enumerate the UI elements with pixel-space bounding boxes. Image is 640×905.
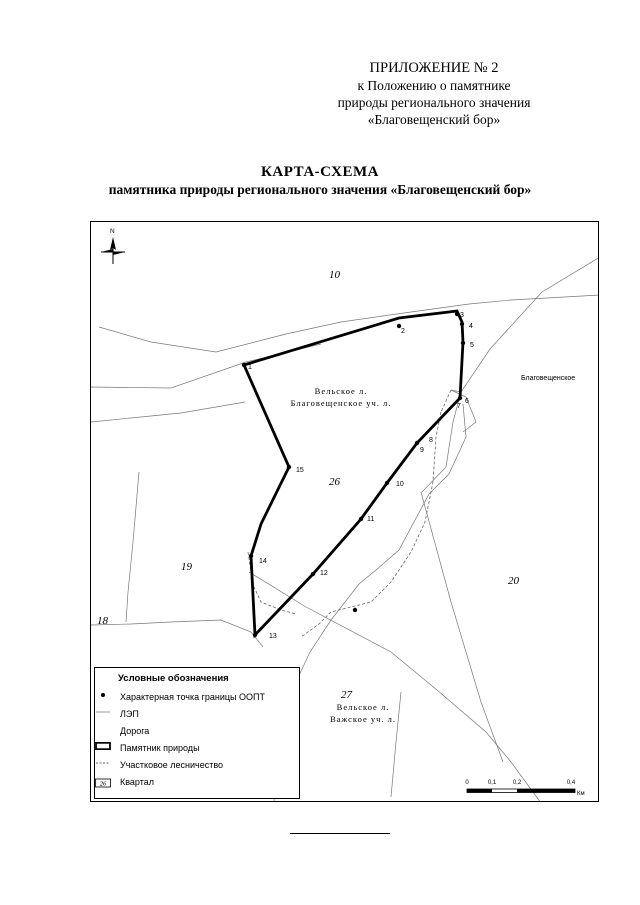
legend-label: Дорога: [120, 726, 150, 736]
map-subtitle: памятника природы регионального значения «Благовещенский бор»: [108, 182, 532, 197]
boundary-point: [253, 633, 257, 637]
boundary-point: [287, 465, 291, 469]
forestry-south-line-1: Вельское л.: [336, 702, 390, 712]
village-label: Благовещенское: [521, 375, 576, 382]
quarter-icon: [95, 778, 111, 788]
point-label: 10: [396, 481, 404, 488]
boundary-point: [455, 312, 459, 316]
boundary-point: [353, 608, 357, 612]
forestry-main-line-1: Вельское л.: [314, 386, 368, 396]
point-label: 2: [401, 328, 405, 335]
quarter-number: 18: [97, 615, 108, 627]
point-label: 7: [457, 403, 461, 410]
monument-icon: [95, 742, 111, 750]
point-label: 9: [420, 447, 424, 454]
map-title: КАРТА-СХЕМА: [261, 164, 379, 180]
forestry-district-boundary: [248, 390, 451, 637]
legend-item: [95, 759, 299, 773]
legend-title: Условные обозначения: [118, 673, 229, 684]
legend-item: [95, 708, 299, 722]
point-icon: [95, 691, 111, 699]
map-frame: [90, 221, 599, 802]
boundary-point: [249, 554, 253, 558]
point-label: 4: [469, 323, 473, 330]
point-label: 14: [259, 558, 267, 565]
appendix-line-1: к Положению о памятнике: [357, 78, 511, 93]
legend-item: [95, 776, 299, 790]
boundary-point: [460, 322, 464, 326]
appendix-block: [284, 60, 584, 128]
scale-tick: 0,4: [566, 780, 576, 786]
point-label: 1: [248, 364, 252, 371]
legend-item: [95, 691, 299, 705]
appendix-title: ПРИЛОЖЕНИЕ № 2: [369, 60, 499, 76]
point-label: 5: [470, 342, 474, 349]
appendix-line-3: «Благовещенский бор»: [367, 112, 501, 127]
quarter-number: 26: [329, 476, 340, 488]
scale-tick: 0,2: [512, 780, 522, 786]
legend: [94, 667, 300, 799]
point-label: 3: [460, 312, 464, 319]
north-arrow-icon: [101, 228, 125, 264]
footer-divider: [290, 833, 390, 834]
boundary-point: [359, 517, 363, 521]
appendix-line-2: природы регионального значения: [337, 95, 531, 110]
quarter-badge: 26: [99, 780, 107, 788]
forestry-main-line-2: Благовещенское уч. л.: [290, 398, 392, 408]
quarter-number: 27: [341, 689, 352, 701]
boundary-point: [385, 481, 389, 485]
scale-tick: 0: [465, 780, 469, 786]
quarter-number: 19: [181, 561, 192, 573]
point-label: 11: [367, 516, 375, 523]
boundary-point: [242, 363, 246, 367]
forestry-south-line-2: Важское уч. л.: [329, 714, 397, 724]
scale-unit: Км: [577, 791, 585, 797]
scale-tick: 0,1: [487, 780, 497, 786]
boundary-point: [461, 341, 465, 345]
legend-label: ЛЭП: [120, 709, 139, 719]
point-label: 12: [320, 570, 328, 577]
monument-boundary: [244, 311, 463, 635]
power-line-icon: [95, 708, 111, 716]
legend-label: Памятник природы: [120, 743, 200, 753]
point-label: 13: [269, 633, 277, 640]
legend-label: Характерная точка границы ООПТ: [120, 692, 265, 702]
legend-label: Участковое лесничество: [120, 760, 224, 770]
district-forestry-icon: [95, 759, 111, 767]
quarter-number: 10: [329, 269, 340, 281]
point-label: 6: [465, 398, 469, 405]
scale-bar: [465, 780, 584, 797]
north-label: N: [110, 228, 115, 235]
boundary-point: [415, 441, 419, 445]
road-icon: [95, 725, 111, 733]
boundary-point: [458, 396, 462, 400]
quarter-number: 20: [508, 575, 519, 587]
point-label: 8: [429, 437, 433, 444]
point-label: 15: [296, 467, 304, 474]
legend-item: [95, 742, 299, 756]
legend-label: Квартал: [120, 777, 155, 787]
legend-item: [95, 725, 299, 739]
boundary-point: [311, 572, 315, 576]
